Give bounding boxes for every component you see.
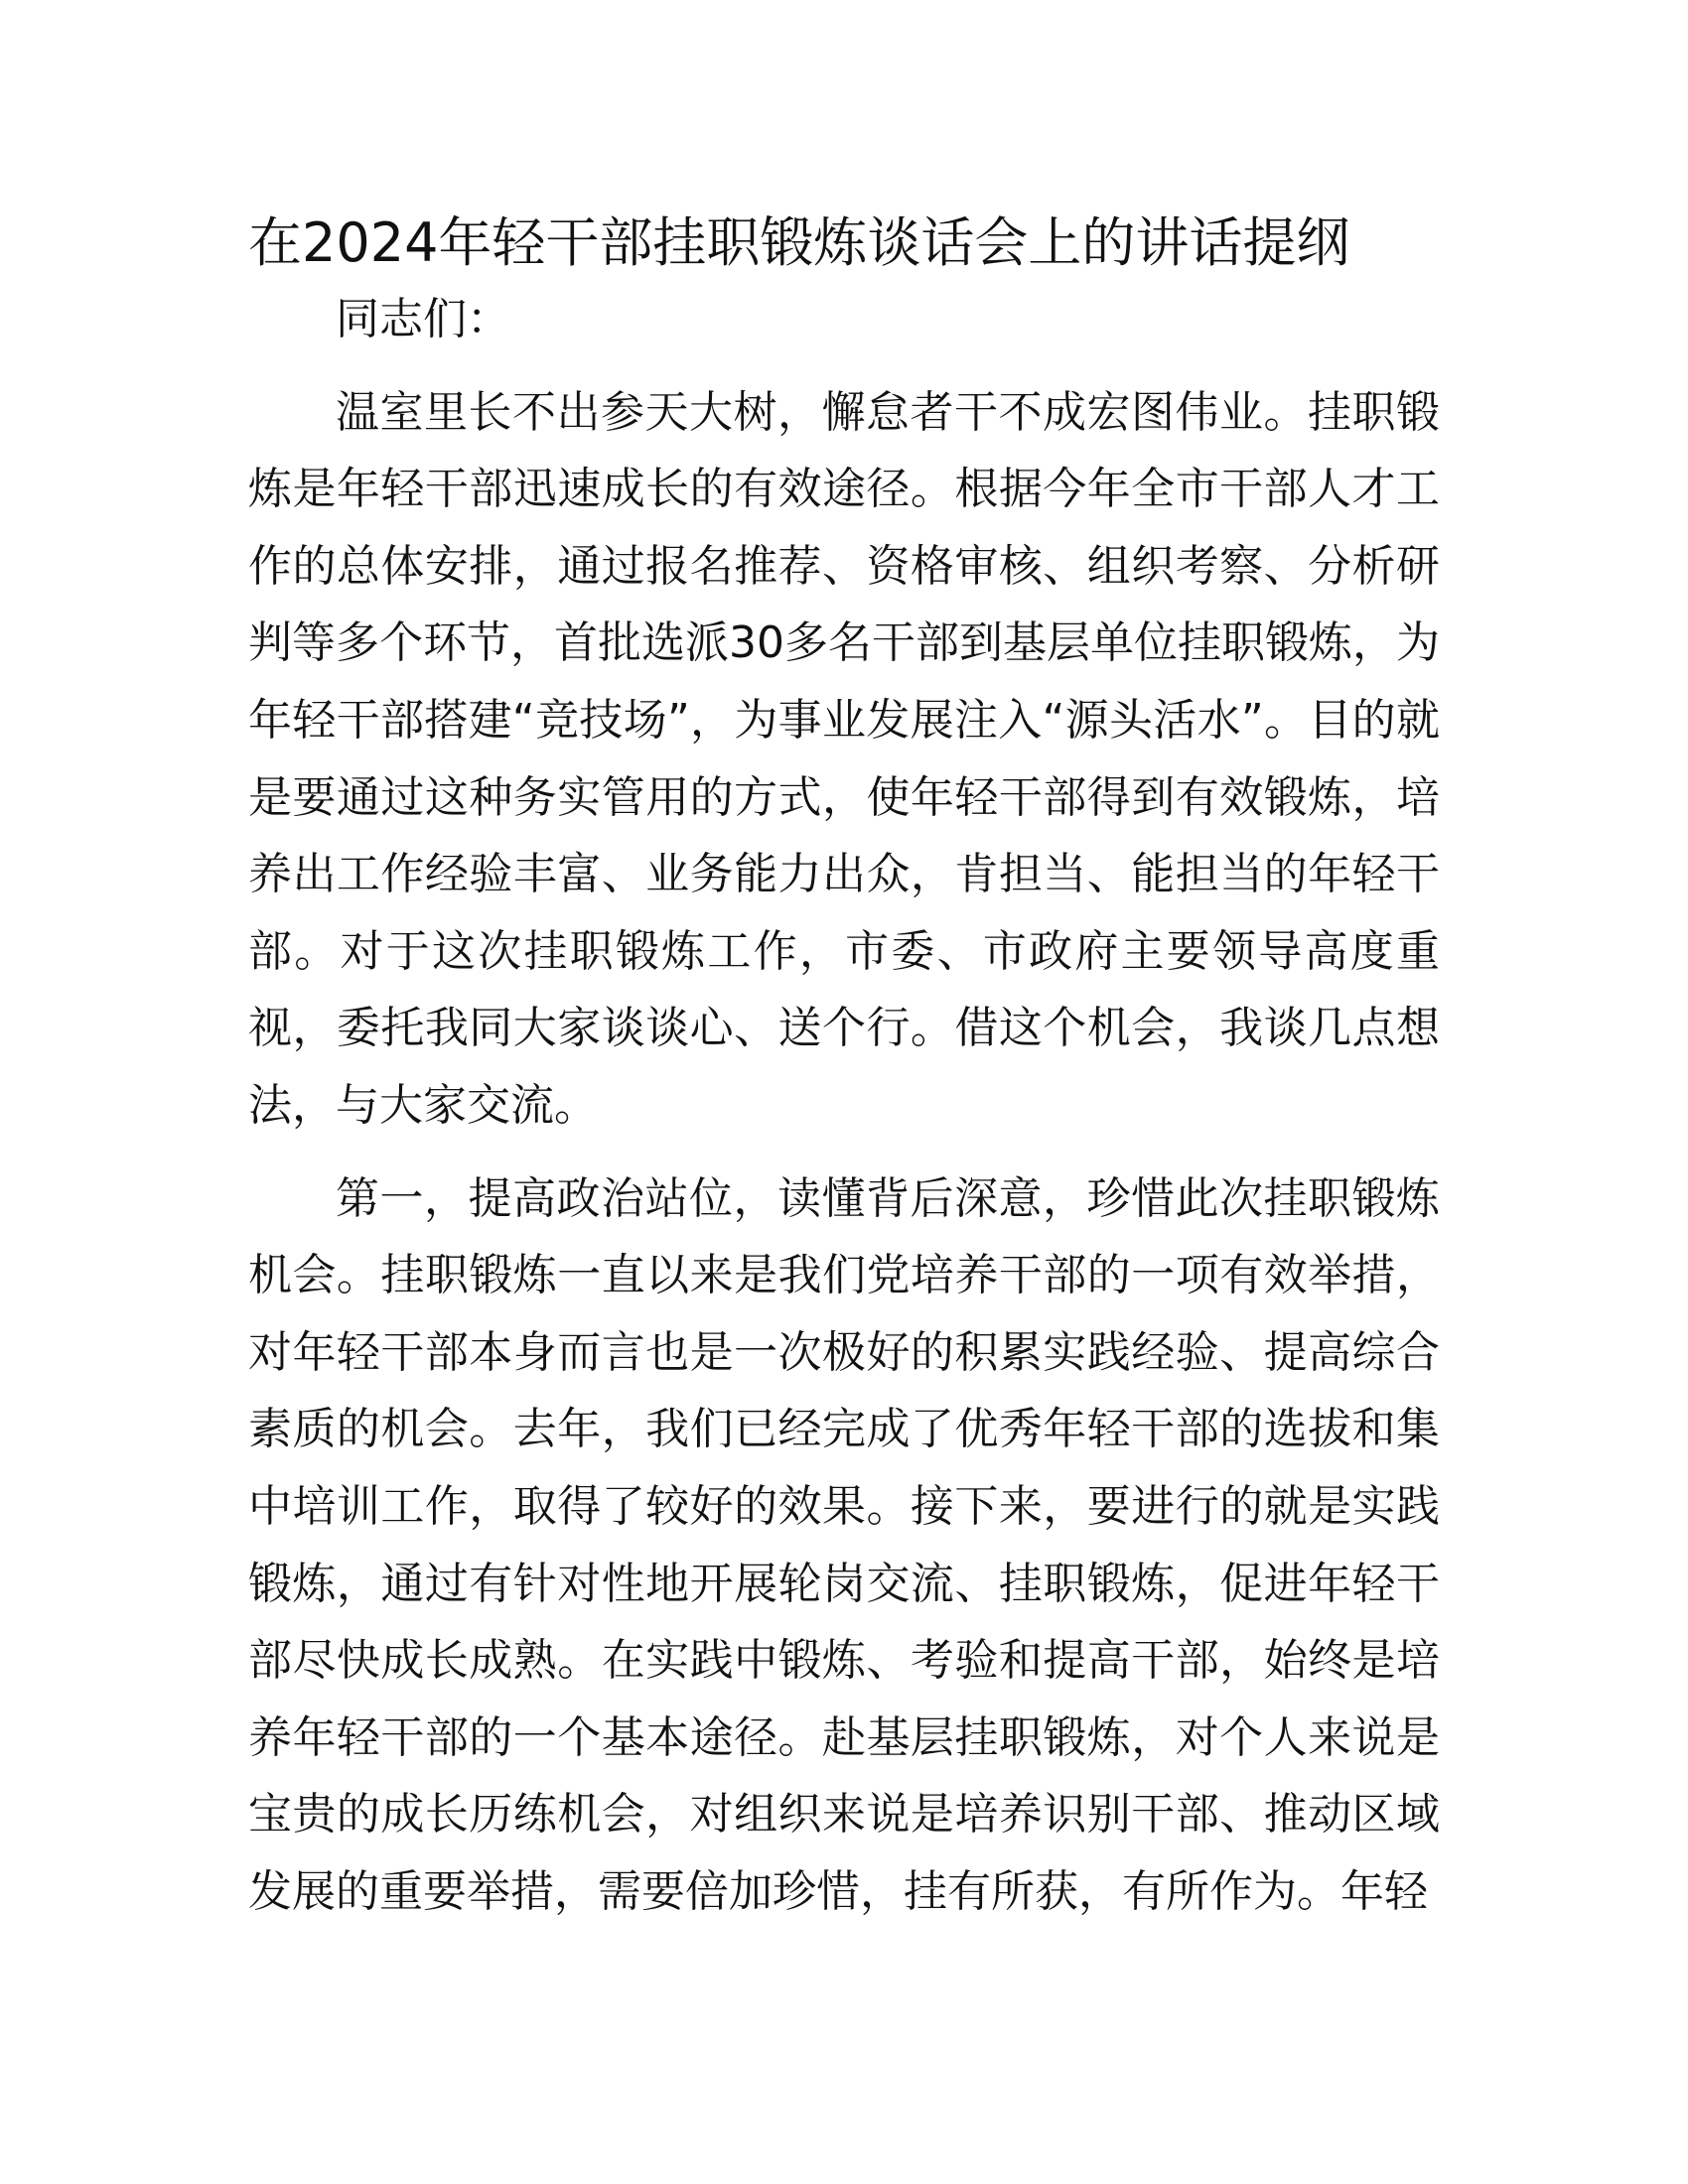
document-title: 在2024年轻干部挂职锻炼谈话会上的讲话提纲 [248,211,1350,274]
salutation: 同志们： [336,294,510,344]
document-body [248,281,1440,1930]
paragraph-intro: 温室里长不出参天大树，懈怠者干不成宏图伟业。挂职锻炼是年轻干部迅速成长的有效途径。根据今年全市干部人才工作的总体安排，通过报名推荐、资格审核、组织考察、分析研判等多个环节，首批选派30多名干部到基层单位挂职锻炼，为年轻干部搭建“竞技场”，为事业发展注入“源头活水”。目的就是要通过这种务实管用的方式，使年轻干部得到有效锻炼，培养出工作经验丰富、业务能力出众，肯担当、能担当的年轻干部。对于这次挂职锻炼工作，市委、市政府主要领导高度重视，委托我同大家谈谈心、送个行。借这个机会，我谈几点想法，与大家交流。 [248,386,1440,1131]
paragraph-first-point: 第一，提高政治站位，读懂背后深意，珍惜此次挂职锻炼机会。挂职锻炼一直以来是我们党培养干部的一项有效举措，对年轻干部本身而言也是一次极好的积累实践经验、提高综合素质的机会。去年，我们已经完成了优秀年轻干部的选拔和集中培训工作，取得了较好的效果。接下来，要进行的就是实践锻炼，通过有针对性地开展轮岗交流、挂职锻炼，促进年轻干部尽快成长成熟。在实践中锻炼、考验和提高干部，始终是培养年轻干部的一个基本途径。赴基层挂职锻炼，对个人来说是宝贵的成长历练机会，对组织来说是培养识别干部、推动区域发展的重要举措，需要倍加珍惜，挂有所获，有所作为。年轻 [248,1172,1440,1917]
